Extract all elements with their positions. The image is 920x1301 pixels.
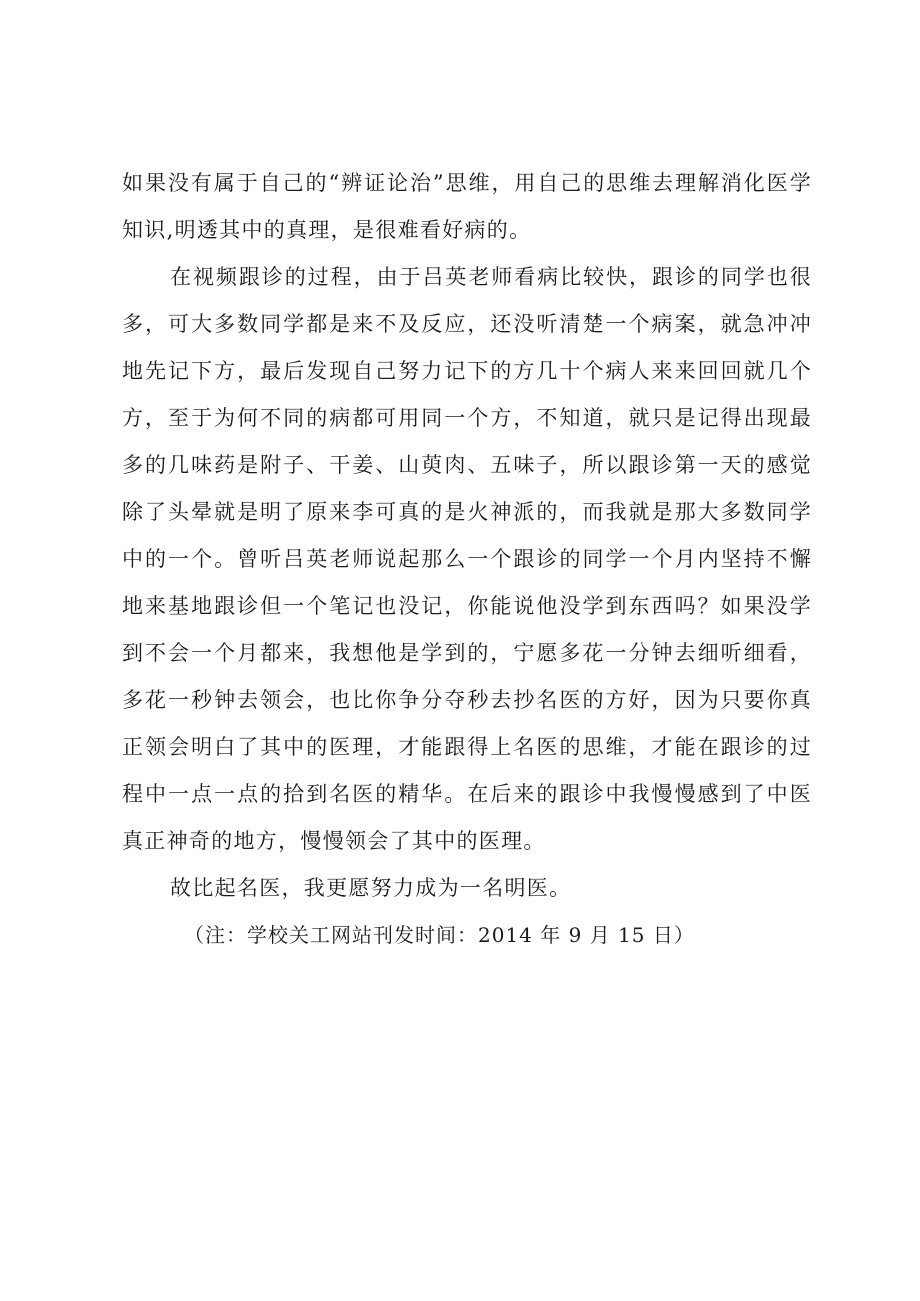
paragraph-continued: 如果没有属于自己的“辨证论治”思维，用自己的思维去理解消化医学知识,明透其中的真理，是很难看好病的。 xyxy=(122,171,812,242)
paragraph-conclusion: 故比起名医，我更愿努力成为一名明医。 xyxy=(170,876,572,900)
publication-note: （注：学校关工网站刊发时间：2014 年 9 月 15 日） xyxy=(184,923,695,947)
paragraph-video-followup: 在视频跟诊的过程，由于吕英老师看病比较快，跟诊的同学也很多，可大多数同学都是来不及反应，还没听清楚一个病案，就急冲冲地先记下方，最后发现自己努力记下的方几十个病人来来回回就几个方，至于为何不同的病都可用同一个方，不知道，就只是记得出现最多的几味药是附子、干姜、山萸肉、五味子，所以跟诊第一天的感觉除了头晕就是明了原来李可真的是火神派的，而我就是那大多数同学中的一个。曾听吕英老师说起那么一个跟诊的同学一个月内坚持不懈地来基地跟诊但一个笔记也没记，你能说他没学到东西吗？如果没学到不会一个月都来，我想他是学到的，宁愿多花一分钟去细听细看，多花一秒钟去领会，也比你争分夺秒去抄名医的方好，因为只要你真正领会明白了其中的医理，才能跟得上名医的思维，才能在跟诊的过程中一点一点的拾到名医的精华。在后来的跟诊中我慢慢感到了中医真正神奇的地方，慢慢领会了其中的医理。 xyxy=(122,265,812,853)
document-body xyxy=(122,160,812,959)
